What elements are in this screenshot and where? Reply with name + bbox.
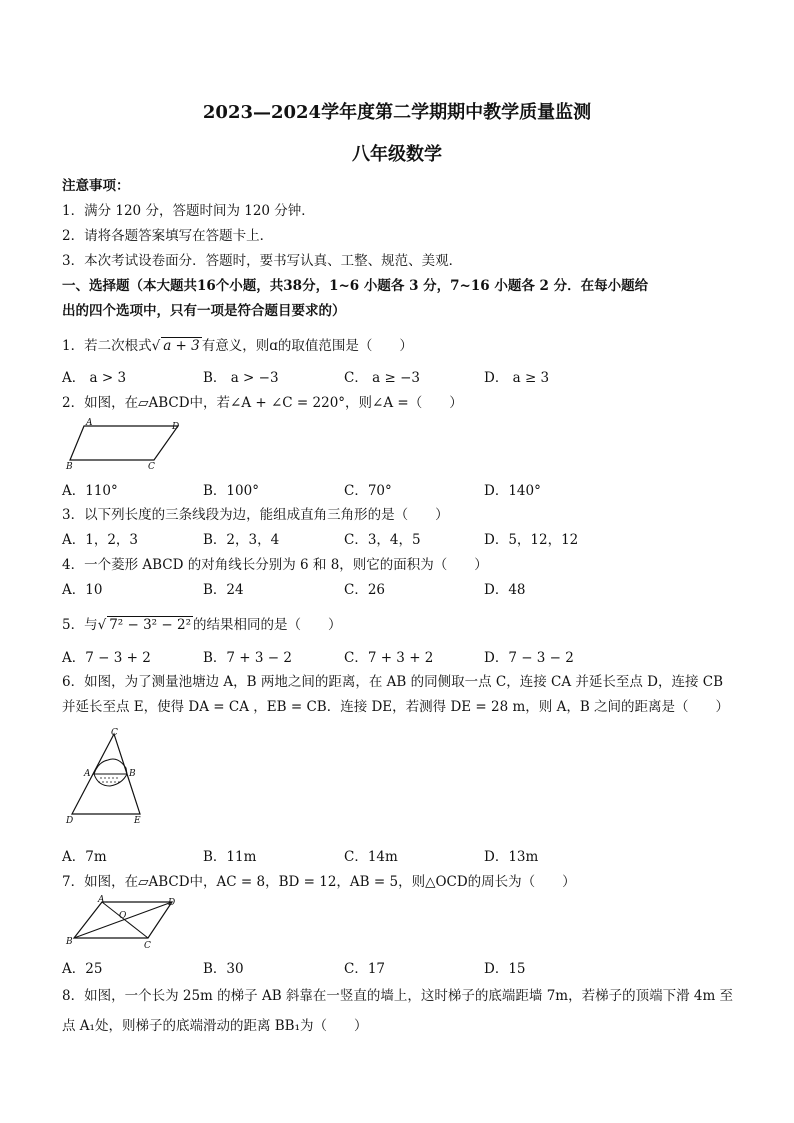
option-c: C．3，4，5 [344, 532, 421, 548]
label-b: B [66, 462, 73, 472]
question-3-options [62, 528, 742, 548]
sqrt-sign: √ [151, 338, 161, 354]
label-c: C [148, 462, 155, 472]
option-d: D．13m [484, 849, 539, 865]
option-b: B．24 [203, 582, 244, 598]
option-a: A．110° [62, 483, 118, 499]
option-b: B． a > −3 [203, 370, 279, 386]
question-4-stem: 4．一个菱形 ABCD 的对角线长分别为 6 和 8，则它的面积为（ ） [62, 557, 488, 573]
option-a: A．25 [62, 961, 103, 977]
pond-triangle-figure [62, 726, 152, 826]
option-b: B．30 [203, 961, 244, 977]
question-4-options [62, 578, 742, 598]
option-d: D．15 [484, 961, 526, 977]
question-3-stem: 3．以下列长度的三条线段为边，能组成直角三角形的是（ ） [62, 507, 449, 523]
option-a: A．10 [62, 582, 103, 598]
notice-item-1: 1．满分 120 分，答题时间为 120 分钟． [62, 203, 315, 219]
notice-item-3: 3．本次考试设卷面分．答题时，要书写认真、工整、规范、美观． [62, 253, 463, 269]
option-c: C．7 + 3 + 2 [344, 650, 434, 666]
label-a: A [84, 769, 91, 779]
question-6-stem-line1: 6．如图，为了测量池塘边 A，B 两地之间的距离，在 AB 的同侧取一点 C，连接 CA 并延长至点 D，连接 CB [62, 674, 724, 690]
label-b: B [66, 937, 73, 947]
option-b: B．11m [203, 849, 257, 865]
parallelogram-figure [62, 416, 186, 472]
page-title: 2023—2024学年度第二学期期中教学质量监测 [202, 102, 592, 123]
question-1-options [62, 366, 742, 386]
notice-item-2: 2．请将各题答案填写在答题卡上． [62, 228, 274, 244]
option-a: A．1，2，3 [62, 532, 139, 548]
option-c: C．26 [344, 582, 386, 598]
option-d: D．7 − 3 − 2 [484, 650, 574, 666]
section-heading-line1: 一、选择题（本大题共16个小题，共38分，1~6 小题各 3 分，7~16 小题各 2 分．在每小题给 [62, 278, 649, 294]
option-d: D．48 [484, 582, 526, 598]
question-5-stem [62, 613, 342, 633]
label-d: D [168, 898, 176, 908]
question-5-stem-pre: 5．与 [62, 617, 98, 633]
question-8-stem-line2: 点 A₁处，则梯子的底端滑动的距离 BB₁为（ ） [62, 1018, 368, 1034]
option-a: A． a > 3 [62, 370, 127, 386]
section-heading-line2: 出的四个选项中，只有一项是符合题目要求的） [62, 303, 346, 319]
option-c: C．70° [344, 483, 392, 499]
label-e: E [134, 816, 141, 826]
question-1-stem [62, 334, 413, 354]
question-5-stem-post: 的结果相同的是（ ） [193, 617, 342, 633]
label-a: A [98, 895, 105, 905]
option-b: B．7 + 3 − 2 [203, 650, 292, 666]
question-1-radicand: a + 3 [163, 338, 200, 354]
label-d: D [172, 422, 180, 432]
option-b: B．100° [203, 483, 259, 499]
question-1-stem-pre: 1．若二次根式 [62, 338, 152, 354]
option-d: D．140° [484, 483, 541, 499]
option-a: A．7m [62, 849, 107, 865]
sqrt-sign: √ [97, 617, 107, 633]
label-a: A [86, 418, 93, 428]
label-c: C [144, 941, 151, 950]
question-5-radicand: 7² − 3² − 2² [109, 617, 191, 633]
option-a: A．7 − 3 + 2 [62, 650, 151, 666]
page-subtitle: 八年级数学 [352, 144, 442, 165]
question-6-stem-line2: 并延长至点 E，使得 DA = CA ，EB = CB．连接 DE，若测得 DE = 28 m，则 A，B 之间的距离是（ ） [62, 699, 730, 715]
question-1-stem-post: 有意义，则ɑ的取值范围是（ ） [201, 338, 413, 354]
question-2-options [62, 479, 742, 499]
parallelogram-diagonals-figure [62, 894, 186, 950]
option-d: D． a ≥ 3 [484, 370, 550, 386]
question-8-stem-line1: 8．如图，一个长为 25m 的梯子 AB 斜靠在一竖直的墙上，这时梯子的底端距墙 7m，若梯子的顶端下滑 4m 至 [62, 988, 734, 1004]
option-b: B．2，3，4 [203, 532, 280, 548]
label-c: C [111, 728, 118, 738]
option-c: C．14m [344, 849, 398, 865]
option-d: D．5，12，12 [484, 532, 579, 548]
question-5-options [62, 646, 742, 666]
question-2-stem: 2．如图，在▱ABCD中，若∠A + ∠C = 220°，则∠A =（ ） [62, 395, 463, 411]
question-6-options [62, 845, 742, 865]
question-7-stem: 7．如图，在▱ABCD中，AC = 8，BD = 12，AB = 5，则△OCD的周长为（ ） [62, 874, 576, 890]
option-c: C． a ≥ −3 [344, 370, 420, 386]
label-b: B [129, 769, 136, 779]
option-c: C．17 [344, 961, 386, 977]
question-7-options [62, 957, 742, 977]
label-o: O [119, 911, 127, 921]
label-d: D [66, 816, 74, 826]
notice-heading: 注意事项： [62, 178, 130, 194]
